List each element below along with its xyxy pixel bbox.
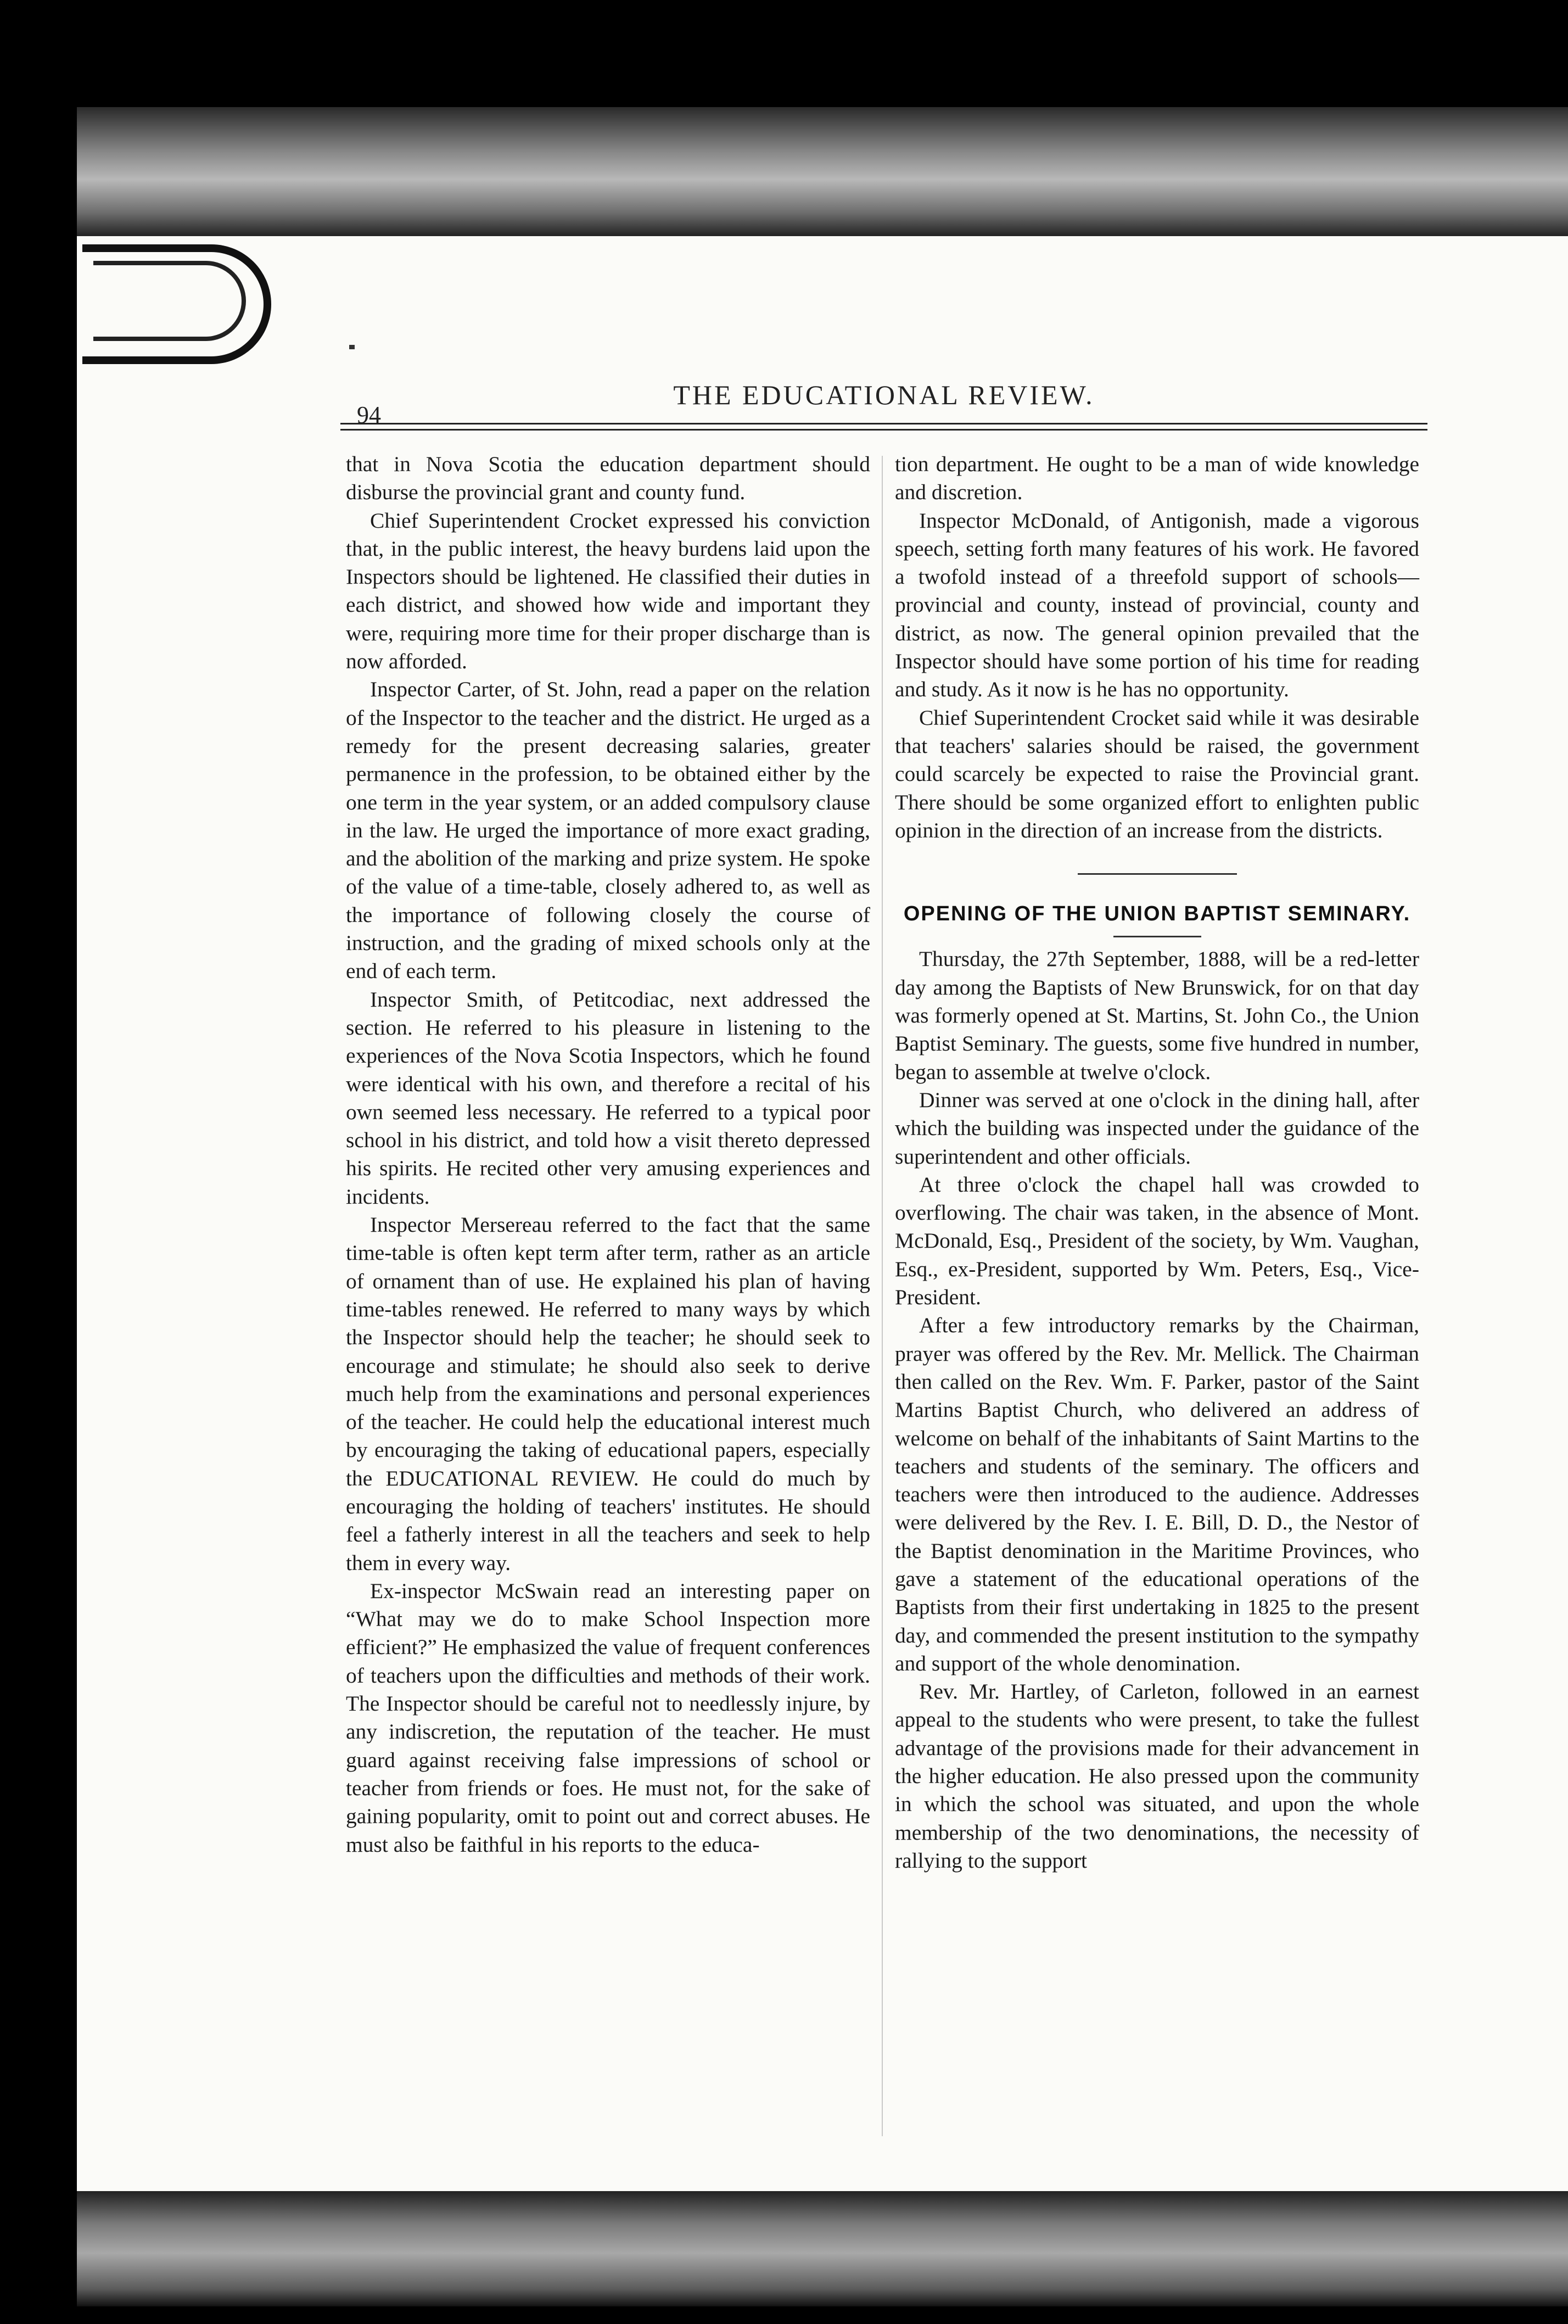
section-heading: OPENING OF THE UNION BAPTIST SEMINARY. <box>903 902 1411 926</box>
page-number: 94 <box>357 401 381 428</box>
paragraph: Inspector Mersereau referred to the fact that the same time-table is often kept term after term, rather as an article of ornament than of use. He explained his plan of having time-tables renewed. He referred to many ways by which the Inspector should help the teacher; he should seek to encourage and stimulate; he should also seek to derive much help from the examinations and personal experiences of the teacher. He could help the educational interest much by encouraging the taking of educational papers, especially the EDUCATIONAL REVIEW. He could do much by encouraging the holding of teachers' institutes. He should feel a fatherly interest in all the teachers and seek to help them in every way. <box>346 1213 870 1575</box>
section-separator <box>1078 873 1237 875</box>
ink-speck <box>349 345 355 349</box>
journal-title: THE EDUCATIONAL REVIEW. <box>673 379 1095 410</box>
paragraph: tion department. He ought to be a man of wide knowledge and discretion. <box>895 452 1419 505</box>
paragraph: that in Nova Scotia the education department should disburse the provincial grant and county fund. <box>346 452 870 505</box>
paragraph: Chief Superintendent Crocket said while it was desirable that teachers' salaries should be raised, the government could scarcely be expected to raise the Provincial grant. There should be some organized effort to enlighten public opinion in the direction of an increase from the districts. <box>895 705 1419 842</box>
right-column <box>895 450 1419 1875</box>
paragraph: Chief Superintendent Crocket expressed his conviction that, in the public interest, the heavy burdens laid upon the Inspectors should be lightened. He classified their duties in each district, and showed how wide and important they were, requiring more time for their proper discharge than is now afforded. <box>346 508 870 674</box>
paragraph: At three o'clock the chapel hall was crowded to overflowing. The chair was taken, in the absence of Mont. McDonald, Esq., President of the society, by Wm. Vaughan, Esq., ex-President, supported by Wm. Peters, Esq., Vice-President. <box>895 1172 1419 1310</box>
paragraph: After a few introductory remarks by the Chairman, prayer was offered by the Rev. Mr. Mellick. The Chairman then called on the Rev. Wm. F. Parker, pastor of the Saint Martins Baptist Church, who delivered an address of welcome on behalf of the inhabitants of Saint Martins to the teachers and students of the seminary. The officers and teachers were then introduced to the audience. Addresses were delivered by the Rev. I. E. Bill, D. D., the Nestor of the Baptist denomination in the Maritime Provinces, who gave a statement of the educational operations of the Baptists from their first undertaking in 1825 to the present day, and commended the present institution to the sympathy and support of the whole denomination. <box>895 1313 1419 1675</box>
binder-clip-inner-icon <box>93 261 246 341</box>
paragraph: Rev. Mr. Hartley, of Carleton, followed in an earnest appeal to the students who were present, to take the fullest advantage of the provisions made for their advancement in the higher education. He also pressed upon the community in which the school was situated, and upon the whole membership of the two denominations, the necessity of rallying to the support <box>895 1679 1419 1873</box>
scan-top-shadow <box>77 107 1568 239</box>
paragraph: Thursday, the 27th September, 1888, will be a red-letter day among the Baptists of New Brunswick, for on that day was formerly opened at St. Martins, St. John Co., the Union Baptist Seminary. The guests, some five hundred in number, began to assemble at twelve o'clock. <box>895 947 1419 1084</box>
paragraph: Ex-inspector McSwain read an interesting paper on “What may we do to make School Inspection more efficient?” He emphasized the value of frequent conferences of teachers upon the difficulties and methods of their work. The Inspector should be careful not to needlessly injure, by any indiscretion, the reputation of the teacher. He must guard against receiving false impressions of school or teacher from friends or foes. He must not, for the sake of gaining popularity, omit to point out and correct abuses. He must also be faithful in his reports to the educa- <box>346 1578 870 1857</box>
paragraph: Dinner was served at one o'clock in the dining hall, after which the building was inspected under the guidance of the superintendent and other officials. <box>895 1087 1419 1169</box>
paragraph: Inspector Smith, of Petitcodiac, next addressed the section. He referred to his pleasure in listening to the experiences of the Nova Scotia Inspectors, which he found were identical with his own, and therefore a recital of his own seemed less necessary. He referred to a typical poor school in his district, and told how a visit thereto depressed his spirits. He recited other very amusing experiences and incidents. <box>346 987 870 1209</box>
paragraph: Inspector Carter, of St. John, read a paper on the relation of the Inspector to the teacher and the district. He urged as a remedy for the present decreasing salaries, greater permanence in the profession, to be obtained either by the one term in the year system, or an added compulsory clause in the law. He urged the importance of more exact grading, and the abolition of the marking and prize system. He spoke of the value of a time-table, closely adhered to, as well as the importance of following closely the course of instruction, and the grading of mixed schools only at the end of each term. <box>346 677 870 984</box>
column-divider <box>882 456 883 2136</box>
paragraph: Inspector McDonald, of Antigonish, made a vigorous speech, setting forth many features of his work. He favored a twofold instead of a threefold support of schools—provincial and county, instead of provincial, county and district, as now. The general opinion prevailed that the Inspector should have some portion of his time for reading and study. As it now is he has no opportunity. <box>895 508 1419 702</box>
left-column <box>346 450 870 1859</box>
page-header <box>340 379 1427 428</box>
scan-bottom-shadow <box>77 2188 1568 2306</box>
header-double-rule <box>340 423 1427 431</box>
heading-underline <box>1113 936 1201 937</box>
